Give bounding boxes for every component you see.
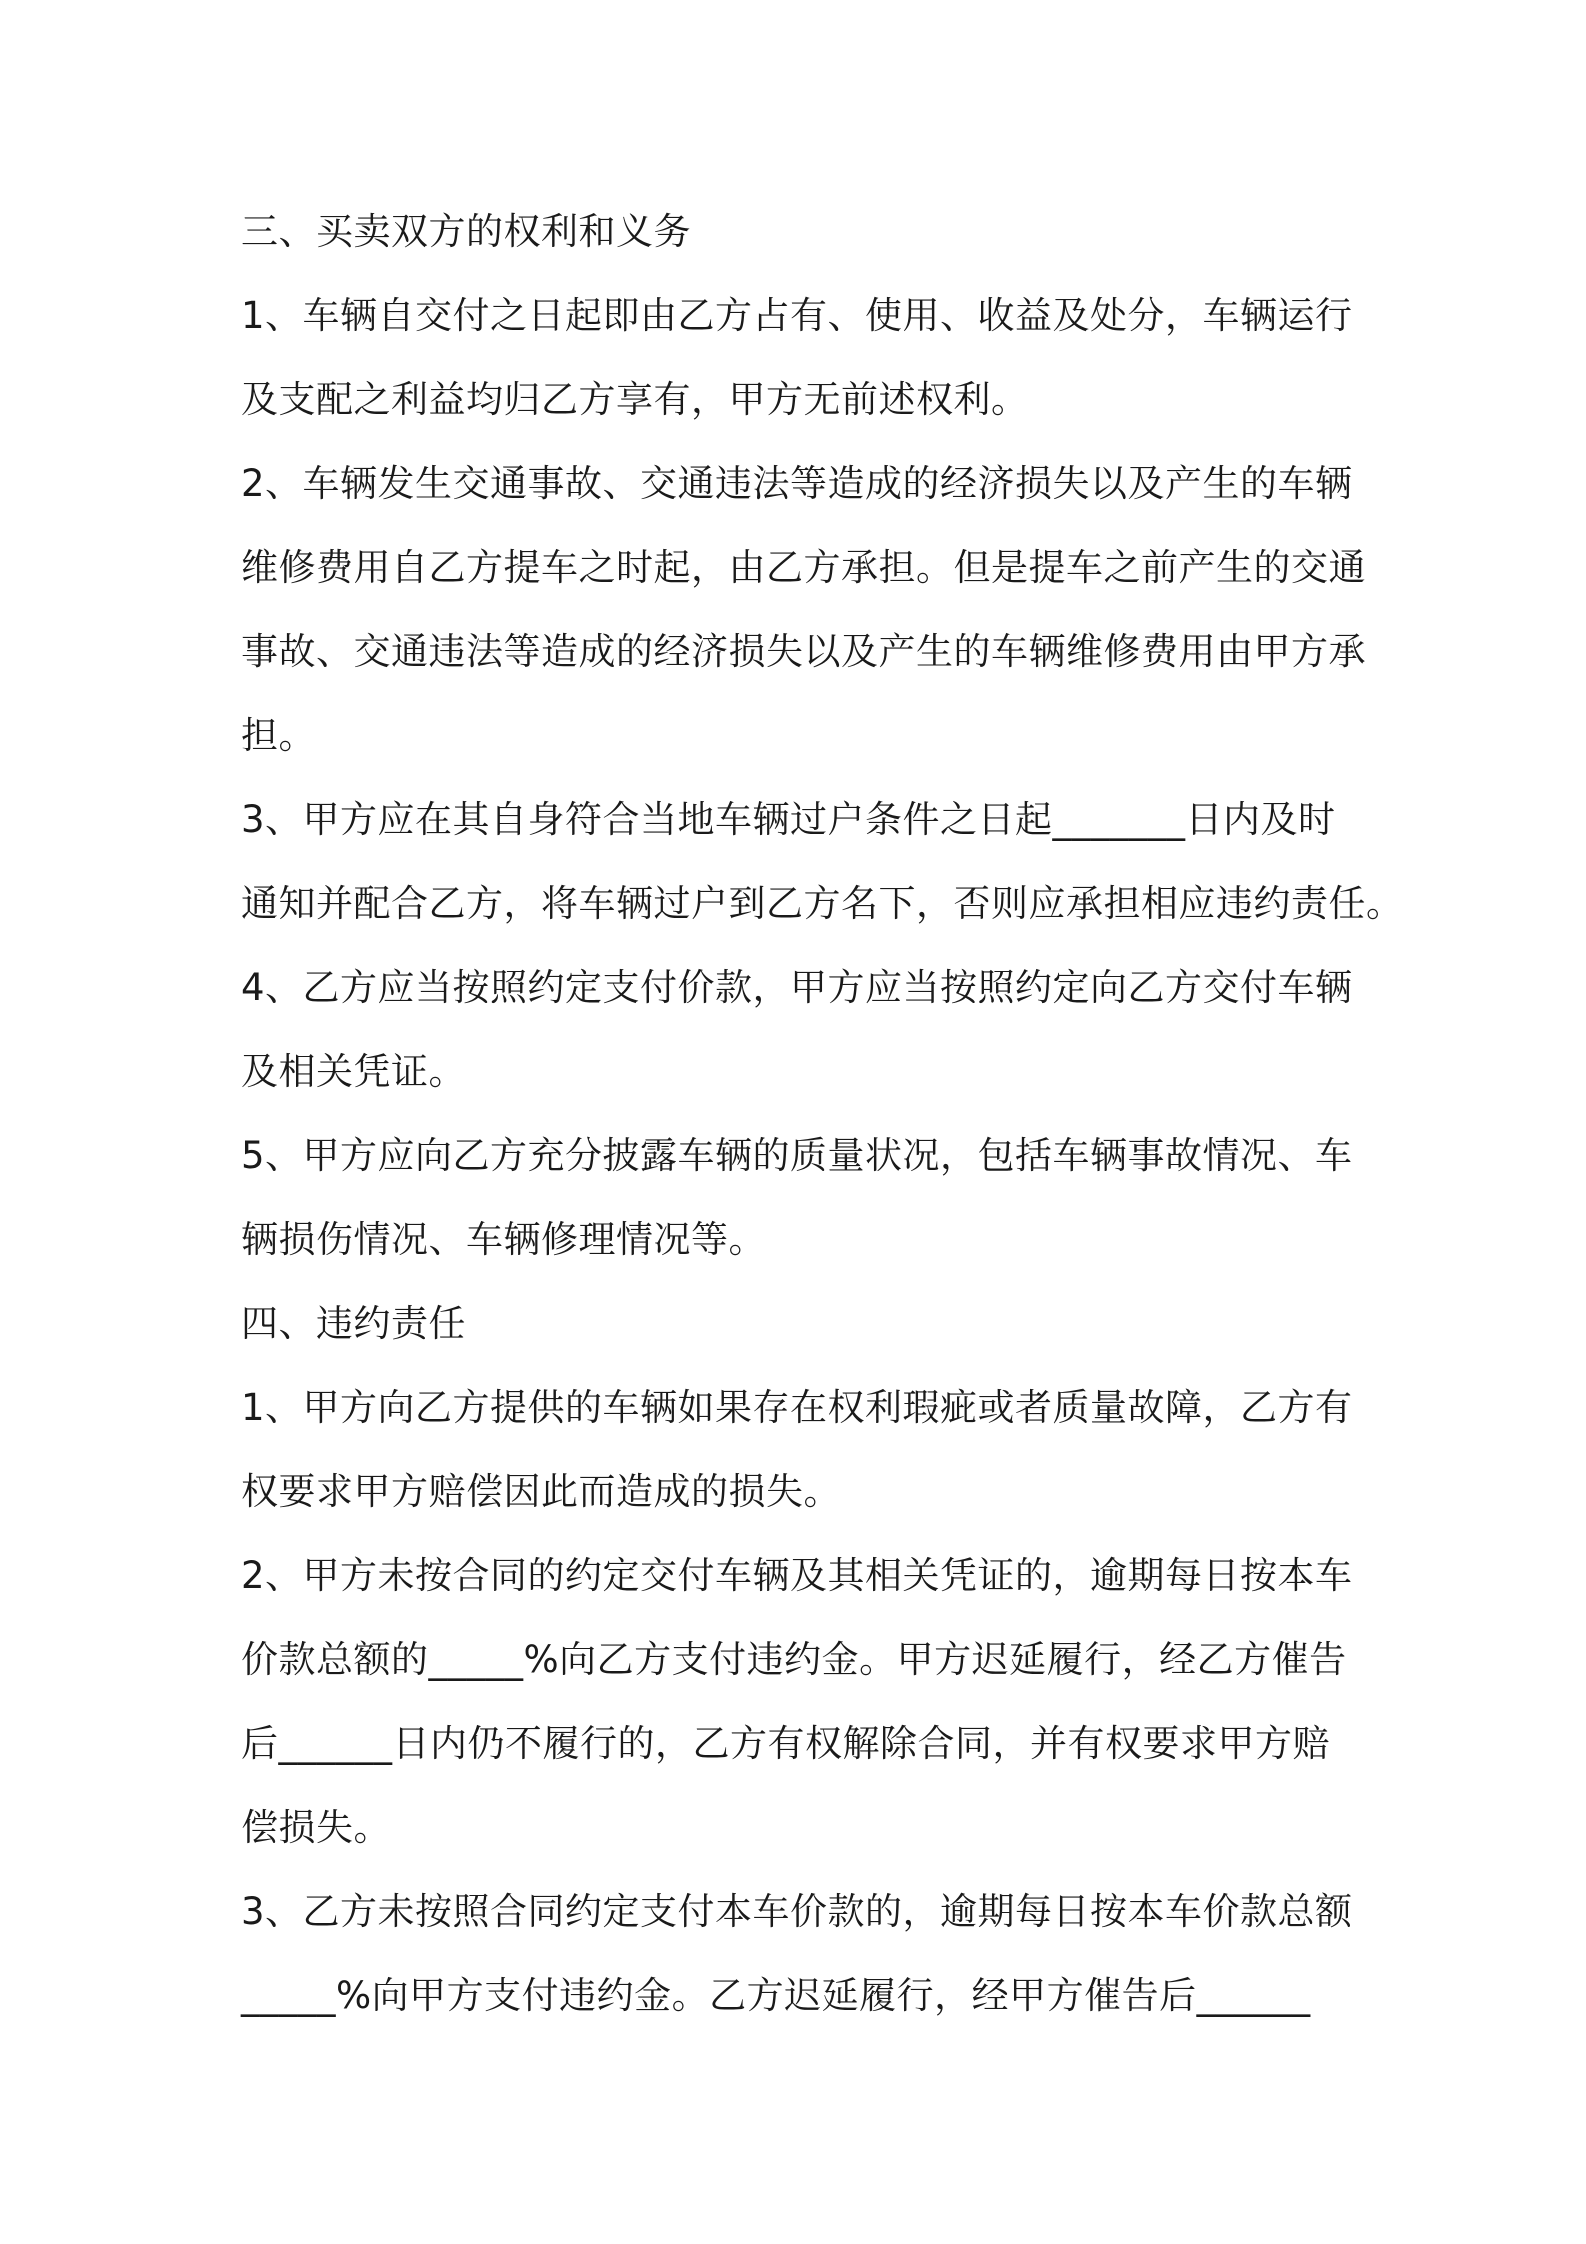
clause-line: 3、乙方未按照合同约定支付本车价款的，逾期每日按本车价款总额: [241, 1890, 1353, 1933]
clause-line: 2、车辆发生交通事故、交通违法等造成的经济损失以及产生的车辆: [241, 462, 1353, 505]
clause-line: 通知并配合乙方，将车辆过户到乙方名下，否则应承担相应违约责任。: [241, 882, 1404, 925]
clause-line: 偿损失。: [241, 1806, 391, 1849]
clause-line: 5、甲方应向乙方充分披露车辆的质量状况，包括车辆事故情况、车: [241, 1134, 1353, 1177]
clause-line: _____%向甲方支付违约金。乙方迟延履行，经甲方催告后______: [241, 1974, 1311, 2017]
section-heading-rights: 三、买卖双方的权利和义务: [241, 210, 691, 253]
clause-line: 3、甲方应在其自身符合当地车辆过户条件之日起_______日内及时: [241, 798, 1336, 841]
clause-line: 4、乙方应当按照约定支付价款，甲方应当按照约定向乙方交付车辆: [241, 966, 1353, 1009]
clause-line: 1、甲方向乙方提供的车辆如果存在权利瑕疵或者质量故障，乙方有: [241, 1386, 1353, 1429]
clause-line: 价款总额的_____%向乙方支付违约金。甲方迟延履行，经乙方催告: [241, 1638, 1347, 1681]
clause-line: 辆损伤情况、车辆修理情况等。: [241, 1218, 766, 1261]
clause-line: 2、甲方未按合同的约定交付车辆及其相关凭证的，逾期每日按本车: [241, 1554, 1353, 1597]
clause-line: 权要求甲方赔偿因此而造成的损失。: [241, 1470, 841, 1513]
clause-line: 维修费用自乙方提车之时起，由乙方承担。但是提车之前产生的交通: [241, 546, 1366, 589]
clause-line: 担。: [241, 714, 316, 757]
clause-line: 事故、交通违法等造成的经济损失以及产生的车辆维修费用由甲方承: [241, 630, 1366, 673]
clause-line: 1、车辆自交付之日起即由乙方占有、使用、收益及处分，车辆运行: [241, 294, 1353, 337]
section-heading-liability: 四、违约责任: [241, 1302, 466, 1345]
document-page: [241, 190, 1404, 2038]
clause-line: 后______日内仍不履行的，乙方有权解除合同，并有权要求甲方赔: [241, 1722, 1330, 1765]
clause-line: 及相关凭证。: [241, 1050, 466, 1093]
clause-line: 及支配之利益均归乙方享有，甲方无前述权利。: [241, 378, 1029, 421]
